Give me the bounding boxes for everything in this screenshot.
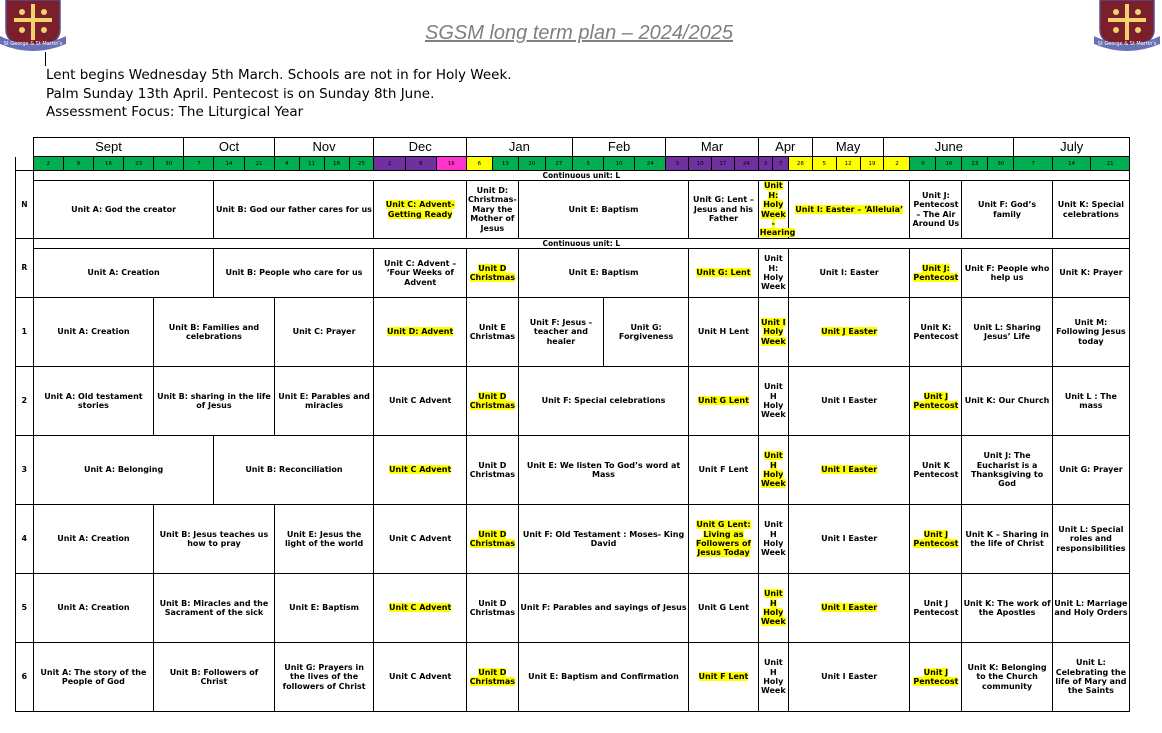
unit-cell: Unit E: Baptism bbox=[518, 249, 688, 298]
year-row-r bbox=[16, 249, 1130, 298]
unit-cell: Unit I Easter bbox=[788, 574, 910, 643]
unit-cell: Unit B: Reconciliation bbox=[214, 436, 374, 505]
week-date-cell: 2 bbox=[33, 157, 63, 171]
unit-cell: Unit D Christmas bbox=[466, 574, 518, 643]
unit-cell: Unit G Lent bbox=[689, 574, 759, 643]
month-oct: Oct bbox=[184, 138, 274, 157]
unit-cell: Unit B: sharing in the life of Jesus bbox=[154, 367, 275, 436]
week-date-cell: 28 bbox=[788, 157, 812, 171]
week-date-cell: 14 bbox=[214, 157, 244, 171]
week-date-cell: 21 bbox=[244, 157, 274, 171]
year-label: R bbox=[16, 239, 34, 298]
unit-cell: Unit B: People who care for us bbox=[214, 249, 374, 298]
month-may: May bbox=[812, 138, 884, 157]
month-dec: Dec bbox=[374, 138, 466, 157]
intro-line: Assessment Focus: The Liturgical Year bbox=[46, 104, 304, 120]
unit-cell: Unit I: Easter bbox=[788, 249, 910, 298]
week-date-cell: 16 bbox=[936, 157, 962, 171]
month-july: July bbox=[1014, 138, 1130, 157]
month-feb: Feb bbox=[572, 138, 665, 157]
week-date-cell: 2 bbox=[884, 157, 910, 171]
unit-cell: Unit A: Creation bbox=[33, 298, 154, 367]
week-date-cell: 17 bbox=[712, 157, 735, 171]
week-date-cell: 7 bbox=[773, 157, 789, 171]
unit-cell: Unit E: Parables and miracles bbox=[274, 367, 374, 436]
unit-cell: Unit A: God the creator bbox=[33, 181, 214, 239]
year-row-3 bbox=[16, 436, 1130, 505]
unit-cell: Unit D: Christmas- Mary the Mother of Jesus bbox=[466, 181, 518, 239]
long-term-plan-table bbox=[15, 137, 1130, 712]
week-date-cell: 20 bbox=[518, 157, 545, 171]
unit-cell: Unit E Christmas bbox=[466, 298, 518, 367]
week-date-cell: 10 bbox=[689, 157, 712, 171]
year-label: 5 bbox=[16, 574, 34, 643]
continuous-unit-row bbox=[16, 239, 1130, 249]
unit-cell: Unit G: Forgiveness bbox=[604, 298, 689, 367]
week-date-cell: 30 bbox=[988, 157, 1014, 171]
unit-cell: Unit I: Easter – ‘Alleluia’ bbox=[788, 181, 910, 239]
unit-cell: Unit D Christmas bbox=[466, 367, 518, 436]
intro-line: Palm Sunday 13th April. Pentecost is on Sunday 8th June. bbox=[46, 85, 435, 102]
crest-banner-text: St George & St Martin's bbox=[1097, 41, 1157, 47]
unit-cell: Unit F: Special celebrations bbox=[518, 367, 688, 436]
week-date-cell: 30 bbox=[154, 157, 184, 171]
unit-cell: Unit A: Creation bbox=[33, 574, 154, 643]
week-date-cell: 24 bbox=[635, 157, 666, 171]
unit-cell: Unit M: Following Jesus today bbox=[1052, 298, 1129, 367]
text-cursor bbox=[45, 52, 46, 66]
month-nov: Nov bbox=[274, 138, 374, 157]
week-date-cell: 11 bbox=[299, 157, 324, 171]
crest-banner-text: St George & St Martin's bbox=[3, 41, 63, 47]
week-date-cell: 14 bbox=[1052, 157, 1090, 171]
week-date-cell: 3 bbox=[666, 157, 689, 171]
unit-cell: Unit A: Belonging bbox=[33, 436, 214, 505]
unit-cell: Unit E: Baptism bbox=[274, 574, 374, 643]
week-date-cell: 10 bbox=[604, 157, 635, 171]
unit-cell: Unit D Christmas bbox=[466, 643, 518, 712]
unit-cell: Unit K: The work of the Apostles bbox=[962, 574, 1052, 643]
unit-cell: Unit H Holy Week bbox=[758, 574, 788, 643]
week-date-cell: 18 bbox=[324, 157, 349, 171]
intro-text bbox=[46, 66, 512, 122]
unit-cell: Unit F Lent bbox=[689, 436, 759, 505]
year-row-5 bbox=[16, 574, 1130, 643]
year-label: 4 bbox=[16, 505, 34, 574]
unit-cell: Unit J Pentecost bbox=[910, 367, 962, 436]
year-row-1 bbox=[16, 298, 1130, 367]
week-date-cell: 7 bbox=[184, 157, 214, 171]
year-row-6 bbox=[16, 643, 1130, 712]
unit-cell: Unit I Easter bbox=[788, 505, 910, 574]
unit-cell: Unit J: Pentecost bbox=[910, 249, 962, 298]
unit-cell: Unit C Advent bbox=[374, 643, 466, 712]
week-date-cell: 16 bbox=[93, 157, 123, 171]
week-date-cell: 12 bbox=[836, 157, 860, 171]
week-date-cell: 23 bbox=[962, 157, 988, 171]
unit-cell: Unit G: Prayers in the lives of the followers of Christ bbox=[274, 643, 374, 712]
week-date-cell: 3 bbox=[758, 157, 773, 171]
unit-cell: Unit G: Lent – Jesus and his Father bbox=[689, 181, 759, 239]
year-label: 2 bbox=[16, 367, 34, 436]
unit-cell: Unit E: Baptism bbox=[518, 181, 688, 239]
unit-cell: Unit J Pentecost bbox=[910, 643, 962, 712]
unit-cell: Unit H: Holy Week bbox=[758, 249, 788, 298]
unit-cell: Unit K: Belonging to the Church community bbox=[962, 643, 1052, 712]
unit-cell: Unit J Pentecost bbox=[910, 574, 962, 643]
week-date-cell: 2 bbox=[374, 157, 405, 171]
unit-cell: Unit G Lent bbox=[689, 367, 759, 436]
year-label: N bbox=[16, 171, 34, 239]
corner-cell bbox=[16, 157, 34, 171]
page-title: SGSM long term plan – 2024/2025 bbox=[425, 22, 733, 44]
unit-cell: Unit A: Creation bbox=[33, 249, 214, 298]
unit-cell: Unit C Advent bbox=[374, 505, 466, 574]
unit-cell: Unit E: Jesus the light of the world bbox=[274, 505, 374, 574]
unit-cell: Unit F: Old Testament : Moses- King David bbox=[518, 505, 688, 574]
unit-cell: Unit I Easter bbox=[788, 367, 910, 436]
week-date-cell: 7 bbox=[1014, 157, 1052, 171]
unit-cell: Unit H Holy Week bbox=[758, 367, 788, 436]
unit-cell: Unit B: Followers of Christ bbox=[154, 643, 275, 712]
unit-cell: Unit K: Prayer bbox=[1052, 249, 1129, 298]
unit-cell: Unit A: Old testament stories bbox=[33, 367, 154, 436]
month-apr: Apr bbox=[758, 138, 812, 157]
unit-cell: Unit H Holy Week bbox=[758, 643, 788, 712]
unit-cell: Unit C Advent bbox=[374, 367, 466, 436]
unit-cell: Unit L: Celebrating the life of Mary and the Saints bbox=[1052, 643, 1129, 712]
unit-cell: Unit B: God our father cares for us bbox=[214, 181, 374, 239]
week-date-cell: 27 bbox=[545, 157, 572, 171]
year-row-n bbox=[16, 181, 1130, 239]
year-label: 1 bbox=[16, 298, 34, 367]
unit-cell: Unit G Lent: Living as Followers of Jesus Today bbox=[689, 505, 759, 574]
unit-cell: Unit C: Advent – ‘Four Weeks of Advent bbox=[374, 249, 466, 298]
week-date-cell: 25 bbox=[349, 157, 374, 171]
unit-cell: Unit K – Sharing in the life of Christ bbox=[962, 505, 1052, 574]
unit-cell: Unit H: Holy Week - Hearing bbox=[759, 181, 796, 238]
unit-cell: Unit H Holy Week bbox=[758, 505, 788, 574]
unit-cell: Unit D Christmas bbox=[466, 249, 518, 298]
month-june: June bbox=[884, 138, 1014, 157]
unit-cell: Unit K: Our Church bbox=[962, 367, 1052, 436]
month-jan: Jan bbox=[466, 138, 572, 157]
week-date-cell: 24 bbox=[734, 157, 758, 171]
unit-cell: Unit G: Lent bbox=[689, 249, 759, 298]
unit-cell: Unit C: Advent- Getting Ready bbox=[374, 181, 466, 239]
week-date-cell: 19 bbox=[860, 157, 884, 171]
unit-cell: Unit L: Marriage and Holy Orders bbox=[1052, 574, 1129, 643]
unit-cell: Unit J: Pentecost – The Air Around Us bbox=[910, 181, 962, 239]
unit-cell: Unit C Advent bbox=[374, 574, 466, 643]
week-dates-row bbox=[16, 157, 1130, 171]
unit-cell: Unit D Christmas bbox=[466, 436, 518, 505]
unit-cell: Unit J: The Eucharist is a Thanksgiving to God bbox=[962, 436, 1052, 505]
month-sept: Sept bbox=[33, 138, 184, 157]
unit-cell: Unit K Pentecost bbox=[910, 436, 962, 505]
unit-cell: Unit H Holy Week bbox=[758, 436, 788, 505]
unit-cell: Unit I Holy Week bbox=[758, 298, 788, 367]
week-date-cell: 3 bbox=[572, 157, 603, 171]
unit-cell: Unit E: Baptism and Confirmation bbox=[518, 643, 688, 712]
unit-cell: Unit J Pentecost bbox=[910, 505, 962, 574]
week-date-cell: 21 bbox=[1091, 157, 1130, 171]
unit-cell: Unit F: Parables and sayings of Jesus bbox=[518, 574, 688, 643]
year-row-2 bbox=[16, 367, 1130, 436]
unit-cell: Unit D Christmas bbox=[466, 505, 518, 574]
unit-cell: Unit E: We listen To God’s word at Mass bbox=[518, 436, 688, 505]
unit-cell: Unit K: Pentecost bbox=[910, 298, 962, 367]
unit-cell: Unit B: Miracles and the Sacrament of the sick bbox=[154, 574, 275, 643]
unit-cell: Unit B: Jesus teaches us how to pray bbox=[154, 505, 275, 574]
week-date-cell: 23 bbox=[124, 157, 154, 171]
month-header-row bbox=[16, 138, 1130, 157]
unit-cell: Unit G: Prayer bbox=[1052, 436, 1129, 505]
continuous-unit-row bbox=[16, 171, 1130, 181]
corner-cell bbox=[16, 138, 34, 157]
unit-cell: Unit K: Special celebrations bbox=[1052, 181, 1129, 239]
continuous-unit: Continuous unit: L bbox=[33, 239, 1129, 249]
unit-cell: Unit L: Special roles and responsibilities bbox=[1052, 505, 1129, 574]
unit-cell: Unit F: God’s family bbox=[962, 181, 1052, 239]
week-date-cell: 13 bbox=[492, 157, 518, 171]
week-date-cell: 4 bbox=[274, 157, 299, 171]
week-date-cell: 9 bbox=[63, 157, 93, 171]
unit-cell: Unit B: Families and celebrations bbox=[154, 298, 275, 367]
unit-cell: Unit F Lent bbox=[689, 643, 759, 712]
unit-cell: Unit C Advent bbox=[374, 436, 466, 505]
continuous-unit: Continuous unit: L bbox=[33, 171, 1129, 181]
unit-cell: Unit C: Prayer bbox=[274, 298, 374, 367]
week-date-cell: 6 bbox=[466, 157, 492, 171]
unit-cell: Unit F: People who help us bbox=[962, 249, 1052, 298]
unit-cell: Unit J Easter bbox=[788, 298, 910, 367]
month-mar: Mar bbox=[666, 138, 758, 157]
unit-cell: Unit I Easter bbox=[788, 643, 910, 712]
intro-line: Lent begins Wednesday 5th March. Schools are not in for Holy Week. bbox=[46, 67, 512, 83]
year-label: 3 bbox=[16, 436, 34, 505]
unit-cell: Unit F: Jesus - teacher and healer bbox=[518, 298, 603, 367]
unit-cell: Unit I Easter bbox=[788, 436, 910, 505]
unit-cell: Unit A: Creation bbox=[33, 505, 154, 574]
unit-cell: Unit L: Sharing Jesus’ Life bbox=[962, 298, 1052, 367]
week-date-cell: 16 bbox=[436, 157, 466, 171]
unit-cell: Unit A: The story of the People of God bbox=[33, 643, 154, 712]
week-date-cell: 5 bbox=[812, 157, 836, 171]
week-date-cell: 9 bbox=[910, 157, 936, 171]
year-row-4 bbox=[16, 505, 1130, 574]
unit-cell: Unit D: Advent bbox=[374, 298, 466, 367]
unit-cell: Unit H Lent bbox=[689, 298, 759, 367]
year-label: 6 bbox=[16, 643, 34, 712]
week-date-cell: 9 bbox=[405, 157, 436, 171]
unit-cell: Unit L : The mass bbox=[1052, 367, 1129, 436]
